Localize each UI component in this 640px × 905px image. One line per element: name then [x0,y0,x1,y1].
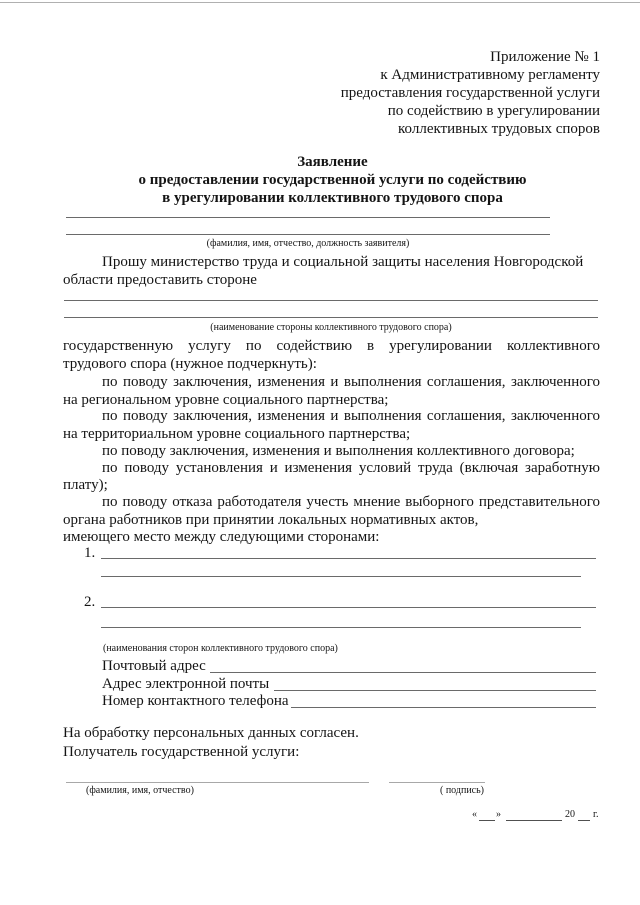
sign-caption: ( подпись) [440,785,485,796]
annex-line-3: по содействию в урегулировании [387,103,600,119]
option-3-line-1[interactable]: по поводу заключения, изменения и выполнения коллективного договора; [102,443,575,459]
party-2-number: 2. [84,594,96,610]
parties-caption: (наименования сторон коллективного трудового спора) [103,643,338,654]
annex-line-1: к Административному регламенту [380,67,600,83]
request-line-1: Прошу министерство труда и социальной защиты населения Новгородской [102,254,584,270]
annex-line-4: коллективных трудовых споров [398,121,600,137]
sign-line[interactable] [389,782,485,783]
applicant-caption: (фамилия, имя, отчество, должность заявителя) [206,238,410,249]
request-line-2: области предоставить стороне [63,272,257,288]
option-1-line-2[interactable]: на региональном уровне социального партнерства; [63,392,389,408]
party-2-fill-line-2[interactable] [101,627,581,628]
phone-field[interactable] [291,707,596,708]
phone-label: Номер контактного телефона [102,693,289,709]
email-field[interactable] [274,690,596,691]
option-2-line-1[interactable]: по поводу заключения, изменения и выполнения соглашения, заключенного [102,408,600,424]
party-fill-line-2[interactable] [64,317,598,318]
party-2-fill-line-1[interactable] [101,607,596,608]
date-quote-close: » [496,809,501,820]
date-day-field[interactable] [479,820,495,821]
service-line-2: трудового спора (нужное подчеркнуть): [63,356,317,372]
party-caption: (наименование стороны коллективного трудового спора) [210,322,452,333]
annex-line-2: предоставления государственной услуги [340,85,600,101]
parties-intro: имеющего место между следующими сторонами: [63,529,380,545]
option-4-line-2[interactable]: плату); [63,477,108,493]
title-line-2: о предоставлении государственной услуги по содействию [138,172,527,188]
consent-text: На обработку персональных данных согласен. [63,725,359,741]
title-line-1: Заявление [297,154,368,170]
title-line-3: в урегулировании коллективного трудового спора [162,190,503,206]
annex-number: Приложение № 1 [490,49,600,65]
applicant-fill-line-1[interactable] [66,217,550,218]
name-caption: (фамилия, имя, отчество) [86,785,194,796]
option-5-line-2[interactable]: органа работников при принятии локальных нормативных актов, [63,512,479,528]
scan-edge-line [0,2,640,3]
postal-label: Почтовый адрес [102,658,206,674]
date-year-field[interactable] [578,820,590,821]
recipient-label: Получатель государственной услуги: [63,744,300,760]
option-4-line-1[interactable]: по поводу установления и изменения условий труда (включая заработную [102,460,600,476]
date-month-field[interactable] [506,820,562,821]
option-2-line-2[interactable]: на территориальном уровне социального партнерства; [63,426,411,442]
option-1-line-1[interactable]: по поводу заключения, изменения и выполнения соглашения, заключенного [102,374,600,390]
party-fill-line-1[interactable] [64,300,598,301]
date-year-suffix: г. [593,809,599,820]
party-1-fill-line-1[interactable] [101,558,596,559]
option-5-line-1[interactable]: по поводу отказа работодателя учесть мнение выборного представительного [102,494,600,510]
party-1-number: 1. [84,545,96,561]
name-signature-line[interactable] [66,782,369,783]
applicant-fill-line-2[interactable] [66,234,550,235]
email-label: Адрес электронной почты [102,676,270,692]
date-year-prefix: 20 [565,809,575,820]
party-1-fill-line-2[interactable] [101,576,581,577]
service-line-1: государственную услугу по содействию в урегулировании коллективного [63,338,600,354]
postal-field[interactable] [210,672,596,673]
date-quote-open: « [472,809,477,820]
